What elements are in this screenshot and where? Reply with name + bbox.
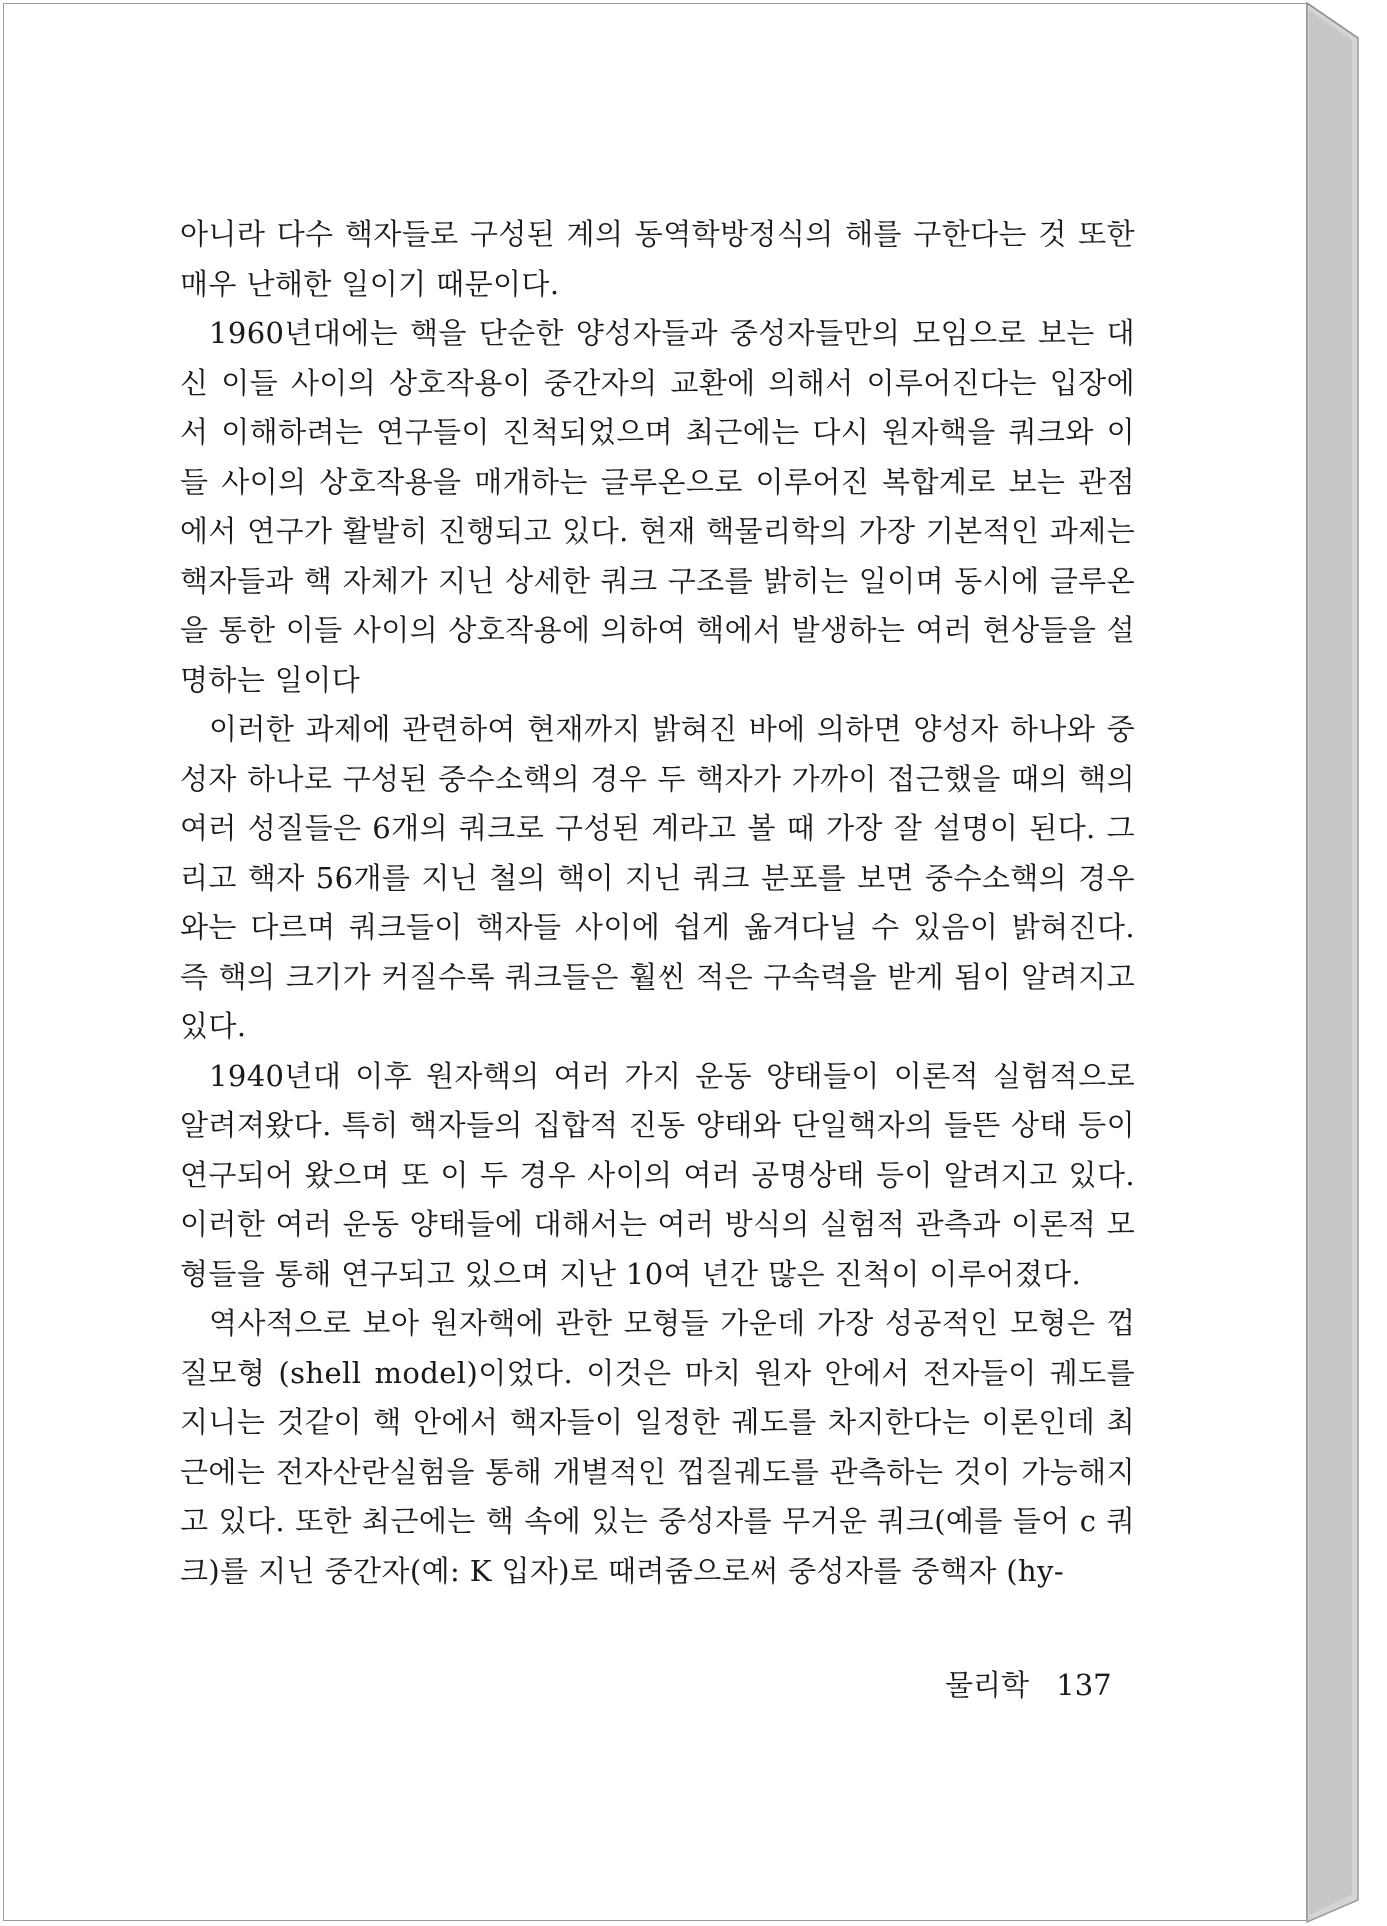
chapter-title: 물리학: [945, 1668, 1030, 1702]
paragraph-1: 아니라 다수 핵자들로 구성된 계의 동역학방정식의 해를 구한다는 것 또한 매우 난해한 일이기 때문이다.: [180, 217, 1135, 301]
page-footer: [945, 1663, 1145, 1704]
paragraph-2: 1960년대에는 핵을 단순한 양성자들과 중성자들만의 모임으로 보는 대신 이들 사이의 상호작용이 중간자의 교환에 의해서 이루어진다는 입장에서 이해하려는 연구들이 진척되었으며 최근에는 다시 원자핵을 쿼크와 이들 사이의 상호작용을 매개하는 글루온으로 이루어진 복합계로 보는 관점에서 연구가 활발히 진행되고 있다. 현재 핵물리학의 가장 기본적인 과제는 핵자들과 핵 자체가 지닌 상세한 쿼크 구조를 밝히는 일이며 동시에 글루온을 통한 이들 사이의 상호작용에 의하여 핵에서 발생하는 여러 현상들을 설명하는 일이다: [180, 316, 1135, 697]
page-number: 137: [1056, 1668, 1112, 1702]
paragraph-4: 1940년대 이후 원자핵의 여러 가지 운동 양태들이 이론적 실험적으로 알려져왔다. 특히 핵자들의 집합적 진동 양태와 단일핵자의 들뜬 상태 등이 연구되어 왔으며 또 이 두 경우 사이의 여러 공명상태 등이 알려지고 있다. 이러한 여러 운동 양태들에 대해서는 여러 방식의 실험적 관측과 이론적 모형들을 통해 연구되고 있으며 지난 10여 년간 많은 진척이 이루어졌다.: [180, 1058, 1135, 1291]
paragraph-5: 역사적으로 보아 원자핵에 관한 모형들 가운데 가장 성공적인 모형은 껍질모형 (shell model)이었다. 이것은 마치 원자 안에서 전자들이 궤도를 지니는 것같이 핵 안에서 핵자들이 일정한 궤도를 차지한다는 이론인데 최근에는 전자산란실험을 통해 개별적인 껍질궤도를 관측하는 것이 가능해지고 있다. 또한 최근에는 핵 속에 있는 중성자를 무거운 쿼크(예를 들어 c 쿼크)를 지닌 중간자(예: K 입자)로 때려줌으로써 중성자를 중핵자 (hy-: [180, 1306, 1135, 1588]
paragraph-3: 이러한 과제에 관련하여 현재까지 밝혀진 바에 의하면 양성자 하나와 중성자 하나로 구성된 중수소핵의 경우 두 핵자가 가까이 접근했을 때의 핵의 여러 성질들은 6개의 쿼크로 구성된 계라고 볼 때 가장 잘 설명이 된다. 그리고 핵자 56개를 지닌 철의 핵이 지닌 쿼크 분포를 보면 중수소핵의 경우와는 다르며 쿼크들이 핵자들 사이에 쉽게 옮겨다닐 수 있음이 밝혀진다. 즉 핵의 크기가 커질수록 쿼크들은 훨씬 적은 구속력을 받게 됨이 알려지고 있다.: [180, 712, 1135, 1043]
body-text: [180, 210, 1135, 1596]
